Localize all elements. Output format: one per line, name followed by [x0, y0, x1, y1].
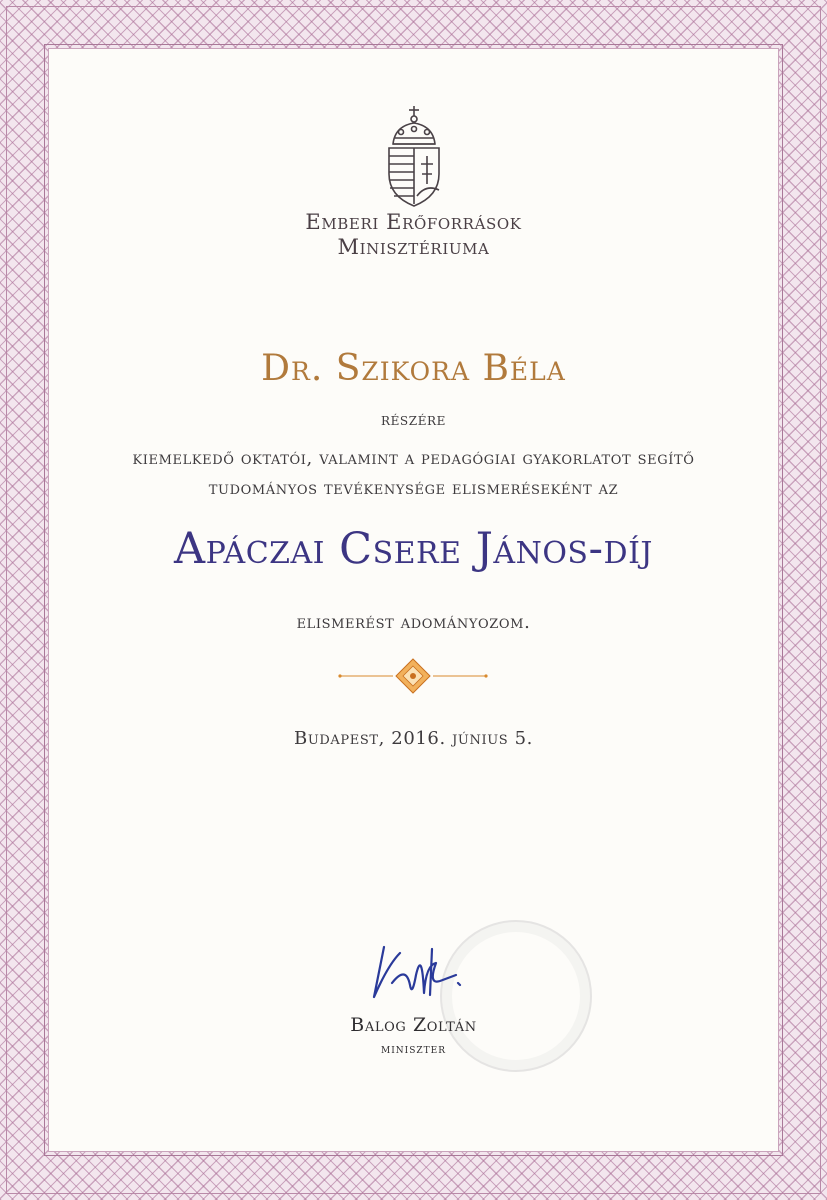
grant-text: elismerést adományozom. [296, 612, 531, 633]
award-reason [0, 444, 827, 504]
for-label: részére [380, 410, 447, 430]
ministry-line-1: Emberi Erőforrások [305, 210, 522, 234]
ministry-name [0, 210, 827, 260]
signatory-name: Balog Zoltán [350, 1014, 477, 1036]
reason-line-2: tudományos tevékenysége elismeréseként az [208, 478, 619, 499]
ministry-line-2: Minisztériuma [337, 235, 490, 259]
signature-icon [366, 935, 466, 1010]
diamond-ornament-icon [337, 658, 489, 694]
coat-of-arms-icon [381, 104, 447, 208]
signatory-title: miniszter [381, 1042, 446, 1057]
recipient-name: Dr. Szikora Béla [261, 348, 566, 389]
reason-line-1: kiemelkedő oktatói, valamint a pedagógiai gyakorlatot segítő [132, 448, 695, 469]
award-title: Apáczai Csere János-díj [174, 524, 653, 574]
place-date: Budapest, 2016. június 5. [294, 728, 533, 749]
